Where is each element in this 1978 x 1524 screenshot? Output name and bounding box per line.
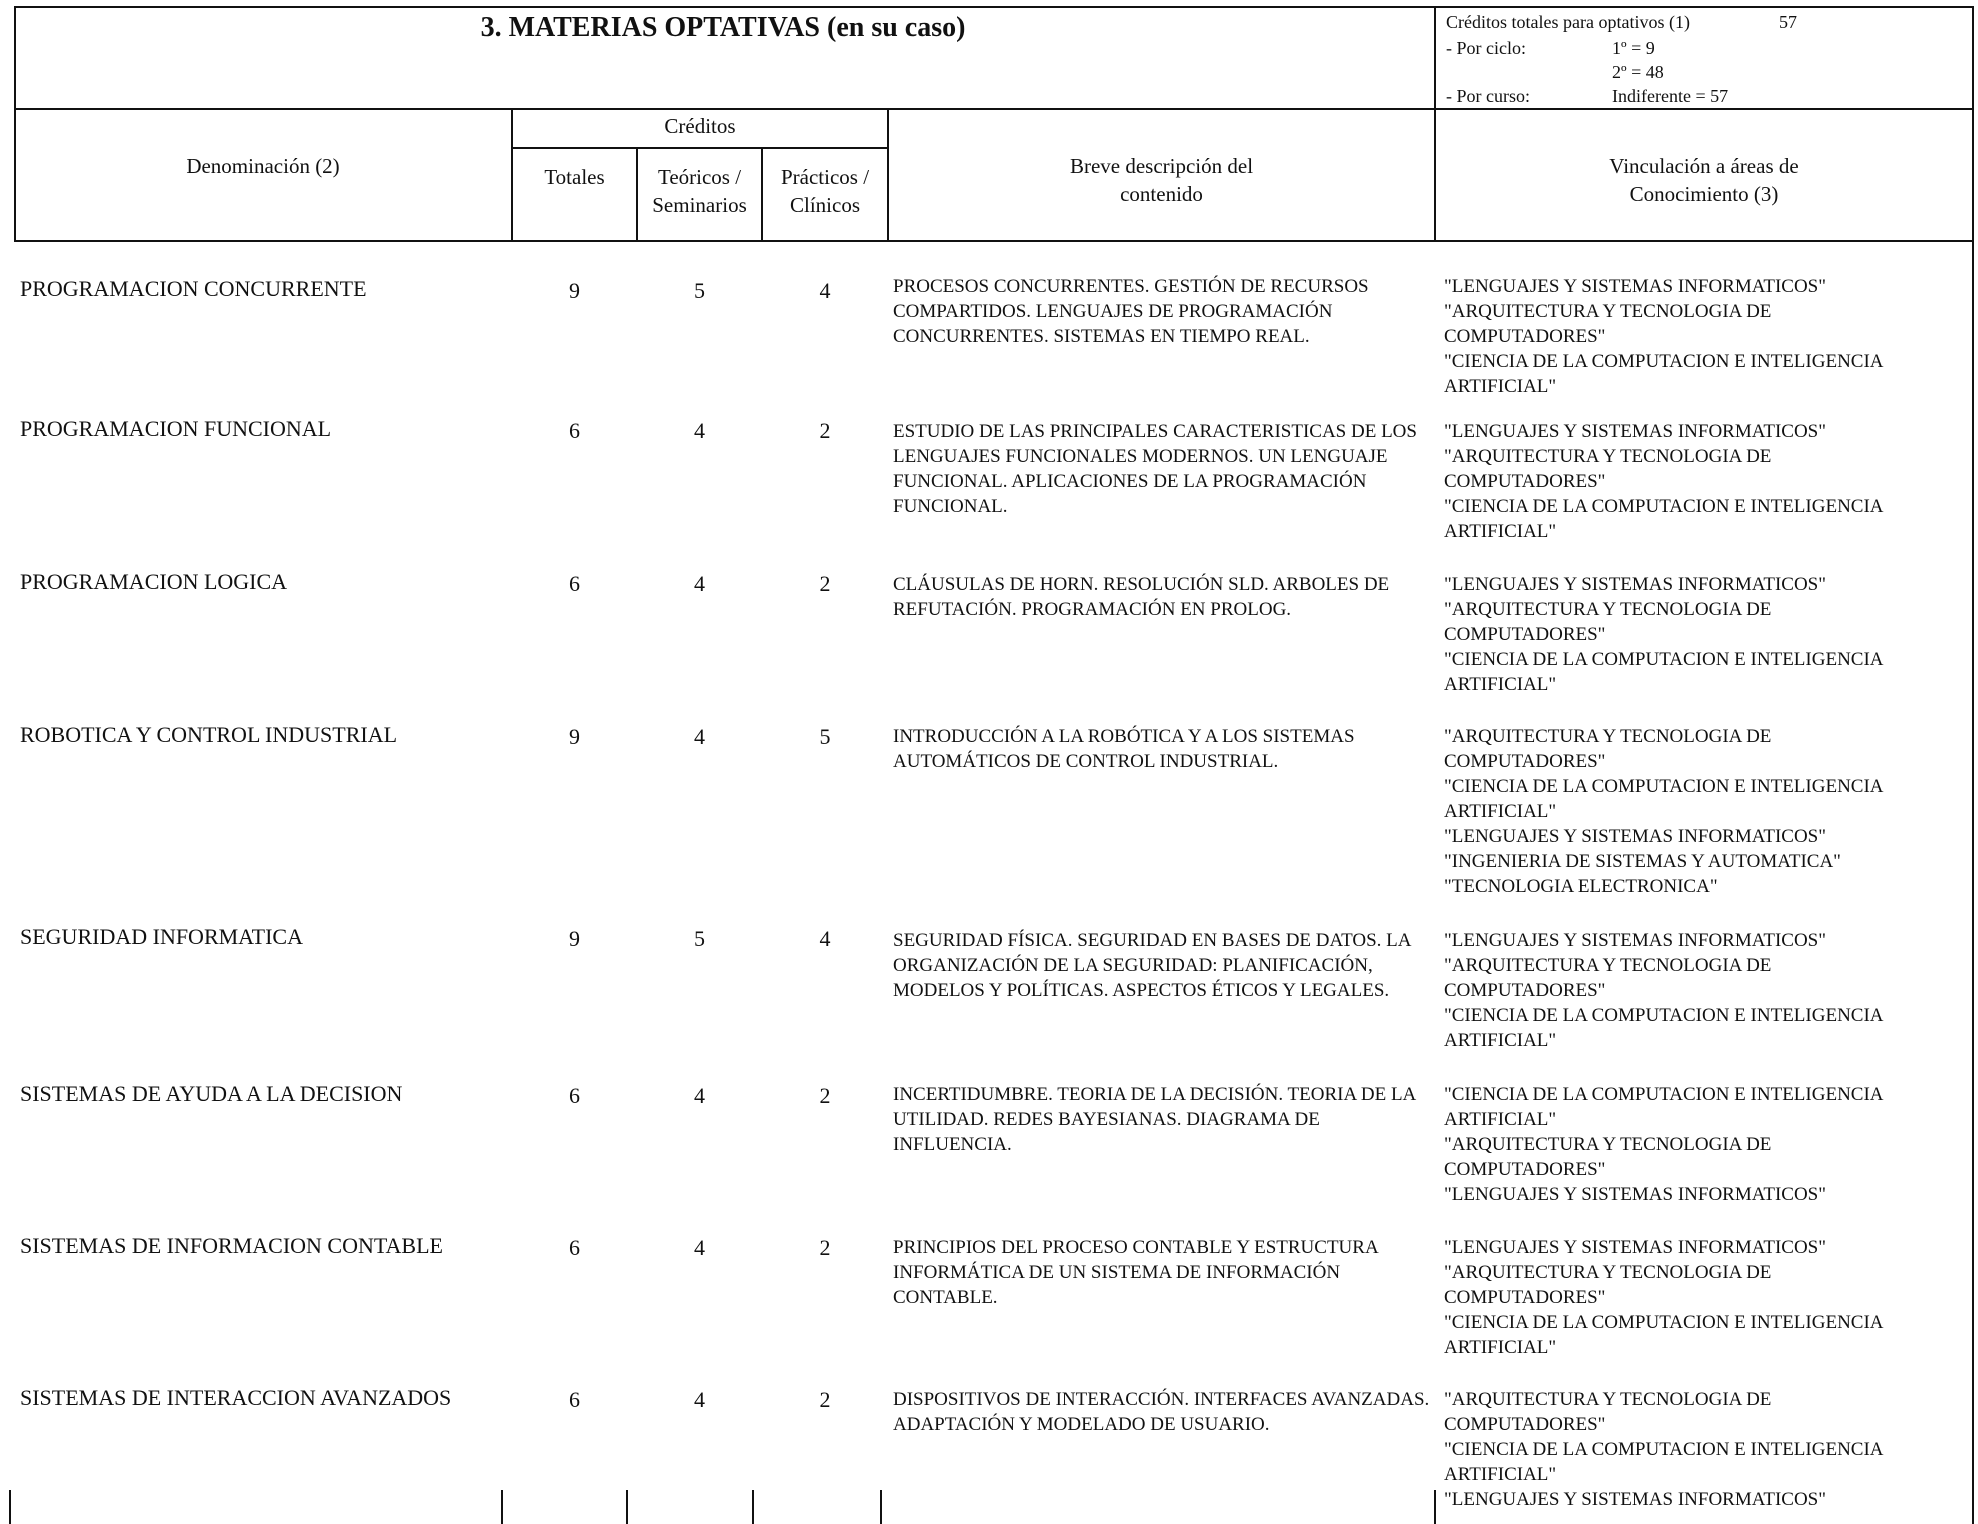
area-line: "ARQUITECTURA Y TECNOLOGIA DE xyxy=(1444,301,1772,322)
content-description: ESTUDIO DE LAS PRINCIPALES CARACTERISTICAS DE LOS LENGUAJES FUNCIONALES MODERNOS. UN LENGUAJE FUNCIONAL. APLICACIONES DE LA PROGRAMACIÓN FUNCIONAL. xyxy=(893,421,1417,517)
knowledge-areas xyxy=(1444,1082,1974,1207)
subject-name: PROGRAMACION FUNCIONAL xyxy=(20,416,332,441)
rule-credits-sub xyxy=(511,147,889,149)
credits-curso-value: Indiferente = 57 xyxy=(1612,86,1729,106)
area-line: "ARQUITECTURA Y TECNOLOGIA DE xyxy=(1444,1389,1772,1410)
rule-body-col-b xyxy=(626,1490,628,1524)
knowledge-areas xyxy=(1444,572,1974,697)
area-line: "CIENCIA DE LA COMPUTACION E INTELIGENCIA xyxy=(1444,1312,1884,1333)
area-line: "CIENCIA DE LA COMPUTACION E INTELIGENCIA xyxy=(1444,1084,1884,1105)
area-line: "ARQUITECTURA Y TECNOLOGIA DE xyxy=(1444,1134,1772,1155)
area-line: "LENGUAJES Y SISTEMAS INFORMATICOS" xyxy=(1444,421,1827,442)
credits-totales: 9 xyxy=(569,278,580,303)
credits-ciclo-2: 2º = 48 xyxy=(1612,62,1664,82)
credits-totales: 6 xyxy=(569,1387,580,1412)
subject-name: PROGRAMACION LOGICA xyxy=(20,569,288,594)
area-line: "CIENCIA DE LA COMPUTACION E INTELIGENCIA xyxy=(1444,649,1884,670)
area-line: ARTIFICIAL" xyxy=(1444,1109,1557,1130)
col-totales: Totales xyxy=(544,165,605,189)
area-line: "LENGUAJES Y SISTEMAS INFORMATICOS" xyxy=(1444,826,1827,847)
col-creditos: Créditos xyxy=(664,114,736,138)
rule-columns-bottom xyxy=(14,240,1974,242)
area-line: ARTIFICIAL" xyxy=(1444,521,1557,542)
area-line: ARTIFICIAL" xyxy=(1444,674,1557,695)
credits-totales: 9 xyxy=(569,724,580,749)
area-line: "LENGUAJES Y SISTEMAS INFORMATICOS" xyxy=(1444,1489,1827,1510)
knowledge-areas xyxy=(1444,1387,1974,1512)
credits-curso-label: - Por curso: xyxy=(1446,86,1530,106)
page-title: 3. MATERIAS OPTATIVAS (en su caso) xyxy=(480,12,966,43)
credits-practicos: 4 xyxy=(819,926,831,951)
col-vinculacion-2: Conocimiento (3) xyxy=(1629,182,1779,206)
content-description: CLÁUSULAS DE HORN. RESOLUCIÓN SLD. ARBOLES DE REFUTACIÓN. PROGRAMACIÓN EN PROLOG. xyxy=(893,574,1390,620)
credits-totales: 6 xyxy=(569,571,580,596)
rule-body-col-c xyxy=(752,1490,754,1524)
credits-totales: 6 xyxy=(569,418,580,443)
content-description: INTRODUCCIÓN A LA ROBÓTICA Y A LOS SISTEMAS AUTOMÁTICOS DE CONTROL INDUSTRIAL. xyxy=(893,726,1355,772)
credits-practicos: 2 xyxy=(819,418,831,443)
credits-totales: 9 xyxy=(569,926,580,951)
area-line: "CIENCIA DE LA COMPUTACION E INTELIGENCIA xyxy=(1444,1439,1884,1460)
area-line: "LENGUAJES Y SISTEMAS INFORMATICOS" xyxy=(1444,930,1827,951)
credits-ciclo-1: 1º = 9 xyxy=(1612,38,1655,58)
area-line: ARTIFICIAL" xyxy=(1444,1464,1557,1485)
credits-practicos: 4 xyxy=(819,278,831,303)
area-line: COMPUTADORES" xyxy=(1444,751,1606,772)
rule-title-divider xyxy=(1434,6,1436,110)
credits-practicos: 5 xyxy=(819,724,831,749)
content-description: PROCESOS CONCURRENTES. GESTIÓN DE RECURSOS COMPARTIDOS. LENGUAJES DE PROGRAMACIÓN CONCURRENTES. SISTEMAS EN TIEMPO REAL. xyxy=(893,276,1369,347)
credits-practicos: 2 xyxy=(819,1083,831,1108)
subject-name: PROGRAMACION CONCURRENTE xyxy=(20,276,367,301)
area-line: COMPUTADORES" xyxy=(1444,326,1606,347)
credits-teoricos: 4 xyxy=(694,1083,705,1108)
content-description: PRINCIPIOS DEL PROCESO CONTABLE Y ESTRUCTURA INFORMÁTICA DE UN SISTEMA DE INFORMACIÓN CONTABLE. xyxy=(893,1237,1378,1308)
credits-practicos: 2 xyxy=(819,1387,831,1412)
area-line: "INGENIERIA DE SISTEMAS Y AUTOMATICA" xyxy=(1444,851,1841,872)
area-line: "ARQUITECTURA Y TECNOLOGIA DE xyxy=(1444,955,1772,976)
credits-practicos: 2 xyxy=(819,1235,831,1260)
area-line: COMPUTADORES" xyxy=(1444,980,1606,1001)
credits-ciclo-label: - Por ciclo: xyxy=(1446,38,1526,58)
area-line: "LENGUAJES Y SISTEMAS INFORMATICOS" xyxy=(1444,1237,1827,1258)
col-denominacion: Denominación (2) xyxy=(186,154,340,178)
subject-name: SISTEMAS DE INTERACCION AVANZADOS xyxy=(20,1385,452,1410)
area-line: COMPUTADORES" xyxy=(1444,471,1606,492)
col-descripcion-1: Breve descripción del xyxy=(1069,154,1254,178)
area-line: "ARQUITECTURA Y TECNOLOGIA DE xyxy=(1444,446,1772,467)
credits-total-value: 57 xyxy=(1779,12,1797,32)
knowledge-areas xyxy=(1444,724,1974,899)
content-description: DISPOSITIVOS DE INTERACCIÓN. INTERFACES AVANZADAS. ADAPTACIÓN Y MODELADO DE USUARIO. xyxy=(893,1389,1430,1435)
knowledge-areas xyxy=(1444,419,1974,544)
content-description: INCERTIDUMBRE. TEORIA DE LA DECISIÓN. TEORIA DE LA UTILIDAD. REDES BAYESIANAS. DIAGRAMA DE INFLUENCIA. xyxy=(893,1084,1416,1155)
subject-name: SEGURIDAD INFORMATICA xyxy=(20,924,303,949)
area-line: ARTIFICIAL" xyxy=(1444,801,1557,822)
area-line: "ARQUITECTURA Y TECNOLOGIA DE xyxy=(1444,726,1772,747)
area-line: ARTIFICIAL" xyxy=(1444,376,1557,397)
subject-name: ROBOTICA Y CONTROL INDUSTRIAL xyxy=(20,722,398,747)
area-line: "CIENCIA DE LA COMPUTACION E INTELIGENCIA xyxy=(1444,776,1884,797)
col-vinculacion-1: Vinculación a áreas de xyxy=(1609,154,1799,178)
area-line: "CIENCIA DE LA COMPUTACION E INTELIGENCIA xyxy=(1444,1005,1884,1026)
subject-name: SISTEMAS DE AYUDA A LA DECISION xyxy=(20,1081,403,1106)
area-line: COMPUTADORES" xyxy=(1444,624,1606,645)
area-line: COMPUTADORES" xyxy=(1444,1159,1606,1180)
rule-body-col-d xyxy=(880,1490,882,1524)
rule-body-left xyxy=(9,1490,11,1524)
area-line: "LENGUAJES Y SISTEMAS INFORMATICOS" xyxy=(1444,574,1827,595)
credits-teoricos: 4 xyxy=(694,418,705,443)
credits-totales: 6 xyxy=(569,1083,580,1108)
credits-teoricos: 5 xyxy=(694,926,705,951)
knowledge-areas xyxy=(1444,928,1974,1053)
credits-total-label: Créditos totales para optativos (1) xyxy=(1446,12,1690,32)
rule-body-col-e xyxy=(1434,1490,1436,1524)
col-teoricos-2: Seminarios xyxy=(652,193,747,217)
area-line: "ARQUITECTURA Y TECNOLOGIA DE xyxy=(1444,1262,1772,1283)
rule-header-bottom xyxy=(14,108,1974,110)
rule-body-col-a xyxy=(501,1490,503,1524)
credits-teoricos: 4 xyxy=(694,1235,705,1260)
credits-teoricos: 4 xyxy=(694,571,705,596)
credits-teoricos: 5 xyxy=(694,278,705,303)
credits-totales: 6 xyxy=(569,1235,580,1260)
area-line: "CIENCIA DE LA COMPUTACION E INTELIGENCIA xyxy=(1444,496,1884,517)
area-line: "TECNOLOGIA ELECTRONICA" xyxy=(1444,876,1718,897)
knowledge-areas xyxy=(1444,274,1974,399)
area-line: COMPUTADORES" xyxy=(1444,1414,1606,1435)
subject-name: SISTEMAS DE INFORMACION CONTABLE xyxy=(20,1233,443,1258)
area-line: COMPUTADORES" xyxy=(1444,1287,1606,1308)
rule-top xyxy=(14,6,1974,8)
area-line: ARTIFICIAL" xyxy=(1444,1030,1557,1051)
col-practicos-2: Clínicos xyxy=(789,193,860,217)
content-description: SEGURIDAD FÍSICA. SEGURIDAD EN BASES DE DATOS. LA ORGANIZACIÓN DE LA SEGURIDAD: PLANIFICACIÓN, MODELOS Y POLÍTICAS. ASPECTOS ÉTICOS Y LEGALES. xyxy=(893,930,1411,1001)
area-line: "LENGUAJES Y SISTEMAS INFORMATICOS" xyxy=(1444,1184,1827,1205)
area-line: ARTIFICIAL" xyxy=(1444,1337,1557,1358)
credits-practicos: 2 xyxy=(819,571,831,596)
col-descripcion-2: contenido xyxy=(1120,182,1203,206)
area-line: "ARQUITECTURA Y TECNOLOGIA DE xyxy=(1444,599,1772,620)
col-teoricos-1: Teóricos / xyxy=(657,165,742,189)
credits-teoricos: 4 xyxy=(694,724,705,749)
col-practicos-1: Prácticos / xyxy=(780,165,870,189)
area-line: "CIENCIA DE LA COMPUTACION E INTELIGENCIA xyxy=(1444,351,1884,372)
area-line: "LENGUAJES Y SISTEMAS INFORMATICOS" xyxy=(1444,276,1827,297)
credits-teoricos: 4 xyxy=(694,1387,705,1412)
knowledge-areas xyxy=(1444,1235,1974,1360)
